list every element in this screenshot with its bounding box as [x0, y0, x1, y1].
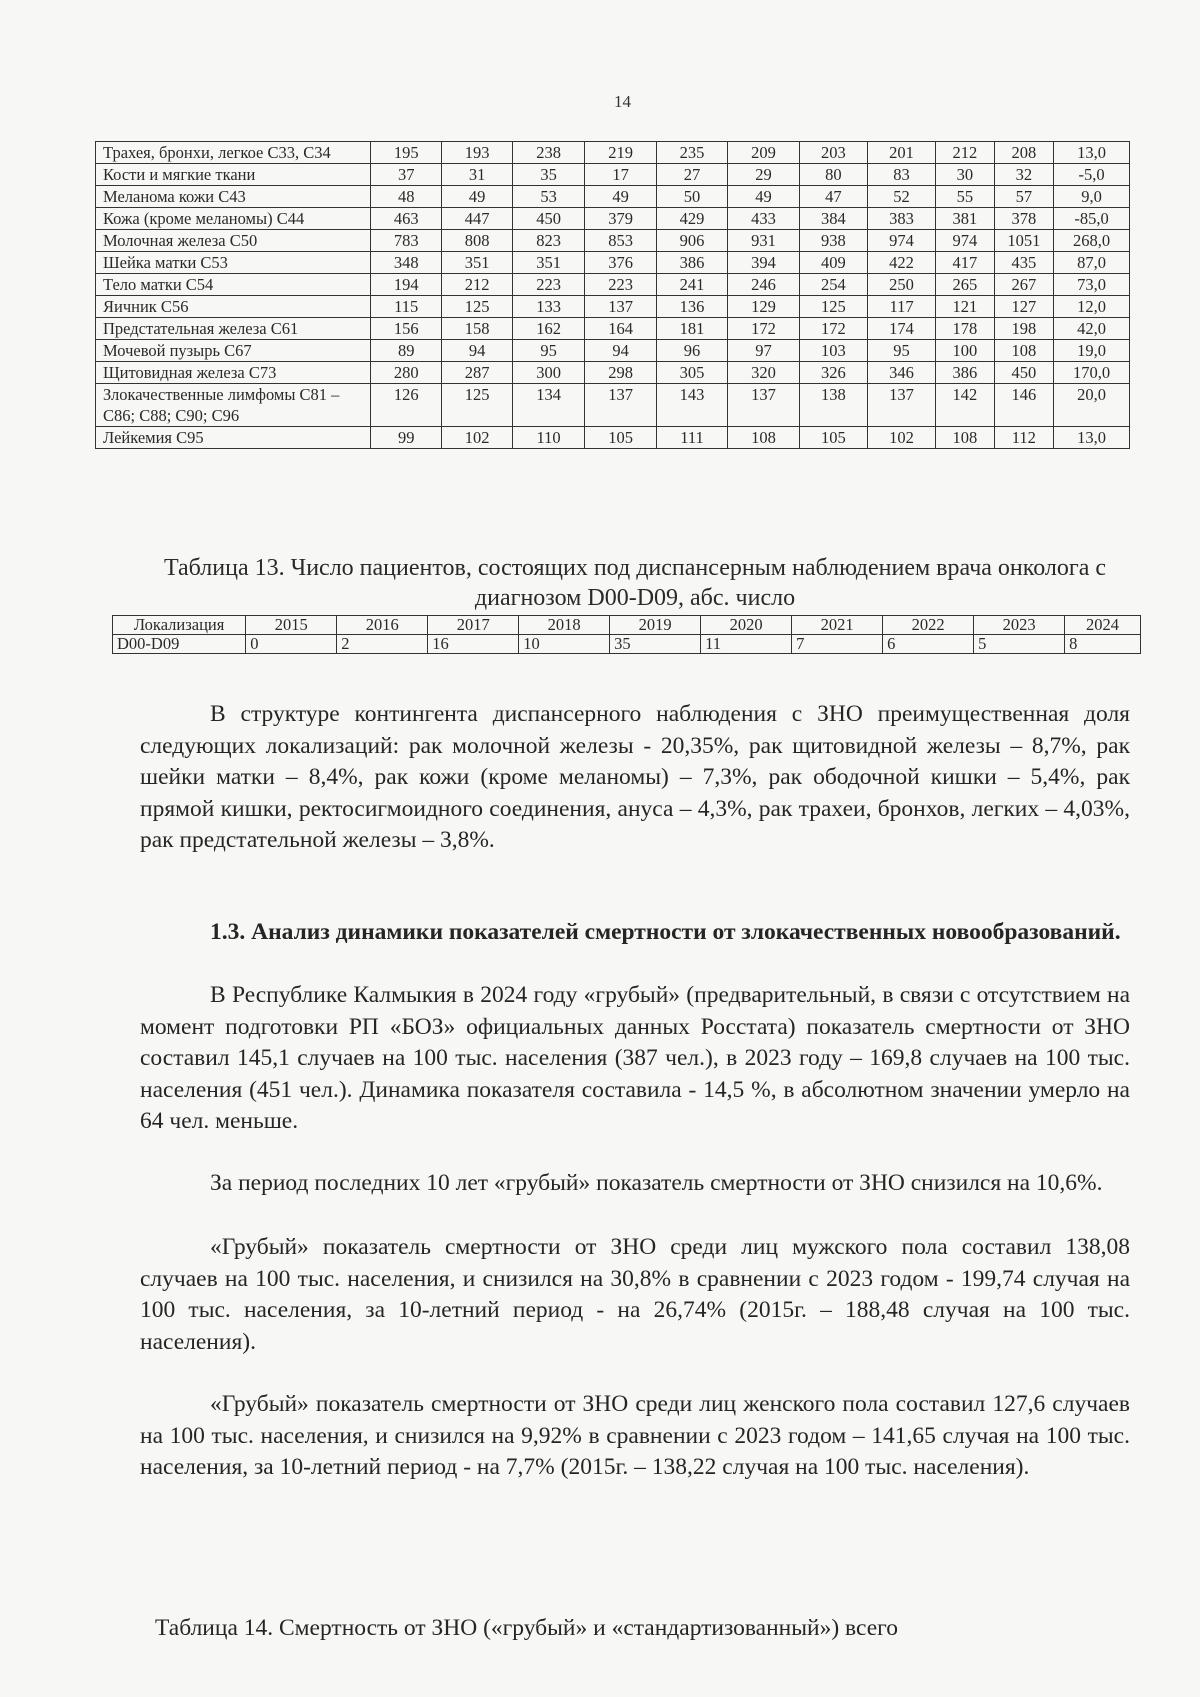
- table-cell: 50: [656, 186, 727, 208]
- table-cell: 238: [512, 142, 585, 164]
- table-cell: 463: [371, 208, 442, 230]
- table-cell: 320: [728, 362, 799, 384]
- structure-paragraph-text: В структуре контингента диспансерного наблюдения с ЗНО преимущественная доля следующих локализаций: рак молочной железы - 20,35%, рак щитовидной железы – 8,7%, рак шейки матки – 8,4%, рак кожи (кроме меланомы) – 7,3%, рак ободочной кишки – 5,4%, рак прямой кишки, ректосигмоидного соединения, ануса – 4,3%, рак трахеи, бронхов, легких – 4,03%, рак предстательной железы – 3,8%.: [140, 701, 1130, 853]
- table-cell: 219: [585, 142, 656, 164]
- table-cell: 346: [867, 362, 935, 384]
- table-cell: 52: [867, 186, 935, 208]
- table-cell: 223: [585, 274, 656, 296]
- table13-cell: 8: [1065, 635, 1141, 654]
- table-cell: 409: [799, 252, 867, 274]
- table-row: [96, 318, 1130, 340]
- table-cell: 250: [867, 274, 935, 296]
- table-cell: 429: [656, 208, 727, 230]
- localization-name: Предстательная железа С61: [96, 318, 371, 340]
- mortality-paragraph-3: [140, 1232, 1130, 1358]
- table-cell: 158: [442, 318, 512, 340]
- table-row: [96, 230, 1130, 252]
- table-cell: 783: [371, 230, 442, 252]
- table-row: [96, 274, 1130, 296]
- table-cell: 138: [799, 384, 867, 427]
- table-cell: 208: [994, 142, 1054, 164]
- page-number: 14: [614, 92, 631, 111]
- table-cell: 305: [656, 362, 727, 384]
- table-cell: 212: [442, 274, 512, 296]
- table-cell: 193: [442, 142, 512, 164]
- table-cell: 298: [585, 362, 656, 384]
- table-cell: 433: [728, 208, 799, 230]
- table-cell: 49: [442, 186, 512, 208]
- table-row: [96, 142, 1130, 164]
- table-cell: 35: [512, 164, 585, 186]
- table-cell: 853: [585, 230, 656, 252]
- table-cell: 143: [656, 384, 727, 427]
- table-cell: 105: [585, 427, 656, 449]
- table-cell: 203: [799, 142, 867, 164]
- table-cell: 447: [442, 208, 512, 230]
- table-cell: 137: [585, 296, 656, 318]
- table-cell: 931: [728, 230, 799, 252]
- table-row: [96, 384, 1130, 427]
- table-cell: 111: [656, 427, 727, 449]
- table-cell: 47: [799, 186, 867, 208]
- mortality-paragraph-4: [140, 1389, 1130, 1484]
- table-cell: 95: [512, 340, 585, 362]
- table-cell: 108: [728, 427, 799, 449]
- table-cell: 137: [585, 384, 656, 427]
- table-cell: 137: [728, 384, 799, 427]
- table13-caption: Таблица 13. Число пациентов, состоящих под диспансерным наблюдением врача онколога с диагнозом D00-D09, абс. число: [163, 555, 1107, 611]
- table-row: [96, 427, 1130, 449]
- table-cell: 381: [936, 208, 994, 230]
- table-cell: 125: [442, 296, 512, 318]
- table-cell: 265: [936, 274, 994, 296]
- table13-header-cell: 2020: [701, 616, 792, 635]
- table-cell: 156: [371, 318, 442, 340]
- table-cell: 195: [371, 142, 442, 164]
- table13-cell: D00-D09: [113, 635, 246, 654]
- table-cell: 87,0: [1054, 252, 1130, 274]
- section-heading-text: 1.3. Анализ динамики показателей смертности от злокачественных новообразований.: [210, 919, 1121, 945]
- table-cell: 12,0: [1054, 296, 1130, 318]
- table-cell: 172: [728, 318, 799, 340]
- table-cell: 117: [867, 296, 935, 318]
- table-cell: 103: [799, 340, 867, 362]
- localization-name: Мочевой пузырь С67: [96, 340, 371, 362]
- table-cell: 198: [994, 318, 1054, 340]
- table13-data-row: [113, 635, 1141, 654]
- table-cell: 808: [442, 230, 512, 252]
- table-cell: 378: [994, 208, 1054, 230]
- table-cell: 162: [512, 318, 585, 340]
- localization-name: Молочная железа С50: [96, 230, 371, 252]
- table13-cell: 0: [246, 635, 337, 654]
- table13-cell: 5: [974, 635, 1065, 654]
- mortality-paragraph-3-text: «Грубый» показатель смертности от ЗНО среди лиц мужского пола составил 138,08 случаев на 100 тыс. населения, и снизился на 30,8% в сравнении с 2023 годом - 199,74 случая на 100 тыс. населения, за 10-летний период - на 26,74% (2015г. – 188,48 случая на 100 тыс. населения).: [140, 1234, 1130, 1355]
- table-cell: 134: [512, 384, 585, 427]
- table-cell: 267: [994, 274, 1054, 296]
- table-cell: 146: [994, 384, 1054, 427]
- table-cell: 48: [371, 186, 442, 208]
- table-cell: 136: [656, 296, 727, 318]
- table-cell: 100: [936, 340, 994, 362]
- table13-cell: 10: [519, 635, 610, 654]
- table13-header-cell: 2024: [1065, 616, 1141, 635]
- table-cell: 300: [512, 362, 585, 384]
- table-cell: 94: [585, 340, 656, 362]
- table13-cell: 7: [792, 635, 883, 654]
- table-cell: 9,0: [1054, 186, 1130, 208]
- table13-header-row: [113, 616, 1141, 635]
- table-cell: -85,0: [1054, 208, 1130, 230]
- mortality-paragraph-1: [140, 980, 1130, 1138]
- localization-name: Кости и мягкие ткани: [96, 164, 371, 186]
- table-cell: 55: [936, 186, 994, 208]
- table-cell: 42,0: [1054, 318, 1130, 340]
- table-cell: 235: [656, 142, 727, 164]
- table-cell: 201: [867, 142, 935, 164]
- mortality-paragraph-2: [140, 1168, 1130, 1200]
- table-row: [96, 340, 1130, 362]
- table-cell: 386: [656, 252, 727, 274]
- table-cell: 386: [936, 362, 994, 384]
- table-cell: 127: [994, 296, 1054, 318]
- table-cell: 37: [371, 164, 442, 186]
- table13-header-cell: 2016: [337, 616, 428, 635]
- table-cell: 174: [867, 318, 935, 340]
- table-cell: 348: [371, 252, 442, 274]
- table13-cell: 6: [883, 635, 974, 654]
- table-cell: 99: [371, 427, 442, 449]
- mortality-paragraph-2-text: За период последних 10 лет «грубый» показатель смертности от ЗНО снизился на 10,6%.: [210, 1170, 1103, 1196]
- localization-name: Шейка матки С53: [96, 252, 371, 274]
- table-cell: 254: [799, 274, 867, 296]
- table13-header-cell: 2022: [883, 616, 974, 635]
- table-row: [96, 208, 1130, 230]
- table-cell: 164: [585, 318, 656, 340]
- table-cell: 32: [994, 164, 1054, 186]
- table-cell: 384: [799, 208, 867, 230]
- table-cell: 17: [585, 164, 656, 186]
- table13-cell: 16: [428, 635, 519, 654]
- table-cell: 422: [867, 252, 935, 274]
- table-cell: 27: [656, 164, 727, 186]
- localization-name: Злокачественные лимфомы С81 – С86; С88; С90; С96: [96, 384, 371, 427]
- table-cell: 83: [867, 164, 935, 186]
- table-cell: 108: [994, 340, 1054, 362]
- table13-header-cell: 2021: [792, 616, 883, 635]
- table-cell: 13,0: [1054, 427, 1130, 449]
- table13-header-cell: Локализация: [113, 616, 246, 635]
- table-cell: 241: [656, 274, 727, 296]
- table-cell: 417: [936, 252, 994, 274]
- table-cell: 29: [728, 164, 799, 186]
- table-cell: 212: [936, 142, 994, 164]
- table-cell: 351: [442, 252, 512, 274]
- table-cell: 906: [656, 230, 727, 252]
- mortality-paragraph-4-text: «Грубый» показатель смертности от ЗНО среди лиц женского пола составил 127,6 случаев на 100 тыс. населения, и снизился на 9,92% в сравнении с 2023 годом – 141,65 случая на 100 тыс. населения, за 10-летний период - на 7,7% (2015г. – 138,22 случая на 100 тыс. населения).: [140, 1391, 1130, 1480]
- table-cell: 133: [512, 296, 585, 318]
- table13-header-cell: 2017: [428, 616, 519, 635]
- table-cell: 938: [799, 230, 867, 252]
- table-row: [96, 296, 1130, 318]
- table13-header-cell: 2019: [610, 616, 701, 635]
- table13: [112, 615, 1141, 654]
- table-cell: 435: [994, 252, 1054, 274]
- table-cell: 379: [585, 208, 656, 230]
- localization-name: Кожа (кроме меланомы) С44: [96, 208, 371, 230]
- table-cell: 13,0: [1054, 142, 1130, 164]
- table-cell: 223: [512, 274, 585, 296]
- table-cell: 351: [512, 252, 585, 274]
- table14-caption: Таблица 14. Смертность от ЗНО («грубый» и «стандартизованный») всего: [155, 1615, 898, 1641]
- table-row: [96, 186, 1130, 208]
- table13-header-cell: 2023: [974, 616, 1065, 635]
- table-cell: 110: [512, 427, 585, 449]
- table-cell: 125: [442, 384, 512, 427]
- table-cell: 450: [512, 208, 585, 230]
- table-cell: 20,0: [1054, 384, 1130, 427]
- table-cell: 49: [728, 186, 799, 208]
- table-cell: 121: [936, 296, 994, 318]
- table-cell: 1051: [994, 230, 1054, 252]
- localization-table: [95, 141, 1130, 449]
- table-cell: 108: [936, 427, 994, 449]
- table-cell: 209: [728, 142, 799, 164]
- table-cell: 394: [728, 252, 799, 274]
- table-cell: 287: [442, 362, 512, 384]
- table-cell: 974: [936, 230, 994, 252]
- table-cell: 170,0: [1054, 362, 1130, 384]
- table13-cell: 35: [610, 635, 701, 654]
- table13-cell: 11: [701, 635, 792, 654]
- table-cell: 823: [512, 230, 585, 252]
- table13-cell: 2: [337, 635, 428, 654]
- table-cell: 172: [799, 318, 867, 340]
- table-cell: 102: [867, 427, 935, 449]
- localization-name: Меланома кожи С43: [96, 186, 371, 208]
- table-cell: 73,0: [1054, 274, 1130, 296]
- table-cell: 49: [585, 186, 656, 208]
- table-cell: 94: [442, 340, 512, 362]
- localization-name: Яичник С56: [96, 296, 371, 318]
- table-cell: 96: [656, 340, 727, 362]
- localization-name: Трахея, бронхи, легкое С33, С34: [96, 142, 371, 164]
- table-cell: 280: [371, 362, 442, 384]
- table-cell: 112: [994, 427, 1054, 449]
- table-cell: 376: [585, 252, 656, 274]
- table-cell: 31: [442, 164, 512, 186]
- mortality-paragraph-1-text: В Республике Калмыкия в 2024 году «грубый» (предварительный, в связи с отсутствием на момент подготовки РП «БОЗ» официальных данных Росстата) показатель смертности от ЗНО составил 145,1 случаев на 100 тыс. населения (387 чел.), в 2023 году – 169,8 случаев на 100 тыс. населения (451 чел.). Динамика показателя составила - 14,5 %, в абсолютном значении умерло на 64 чел. меньше.: [140, 982, 1130, 1134]
- table-cell: 115: [371, 296, 442, 318]
- table-row: [96, 362, 1130, 384]
- table-cell: 95: [867, 340, 935, 362]
- table13-header-cell: 2015: [246, 616, 337, 635]
- table-cell: 30: [936, 164, 994, 186]
- table-cell: 129: [728, 296, 799, 318]
- localization-name: Лейкемия С95: [96, 427, 371, 449]
- table-cell: 19,0: [1054, 340, 1130, 362]
- table-cell: 142: [936, 384, 994, 427]
- table-cell: 80: [799, 164, 867, 186]
- localization-name: Тело матки С54: [96, 274, 371, 296]
- table-cell: 268,0: [1054, 230, 1130, 252]
- table-cell: 137: [867, 384, 935, 427]
- section-heading: [140, 917, 1130, 949]
- table-cell: 126: [371, 384, 442, 427]
- table-cell: 125: [799, 296, 867, 318]
- table-cell: -5,0: [1054, 164, 1130, 186]
- table-cell: 105: [799, 427, 867, 449]
- table-cell: 178: [936, 318, 994, 340]
- table-cell: 97: [728, 340, 799, 362]
- table-cell: 102: [442, 427, 512, 449]
- localization-name: Щитовидная железа С73: [96, 362, 371, 384]
- structure-paragraph: [140, 699, 1130, 857]
- table-row: [96, 252, 1130, 274]
- table-cell: 974: [867, 230, 935, 252]
- table-cell: 246: [728, 274, 799, 296]
- table-cell: 181: [656, 318, 727, 340]
- table-cell: 89: [371, 340, 442, 362]
- table13-header-cell: 2018: [519, 616, 610, 635]
- table-cell: 194: [371, 274, 442, 296]
- table-cell: 383: [867, 208, 935, 230]
- table-row: [96, 164, 1130, 186]
- table-cell: 450: [994, 362, 1054, 384]
- table-cell: 326: [799, 362, 867, 384]
- table-cell: 57: [994, 186, 1054, 208]
- table-cell: 53: [512, 186, 585, 208]
